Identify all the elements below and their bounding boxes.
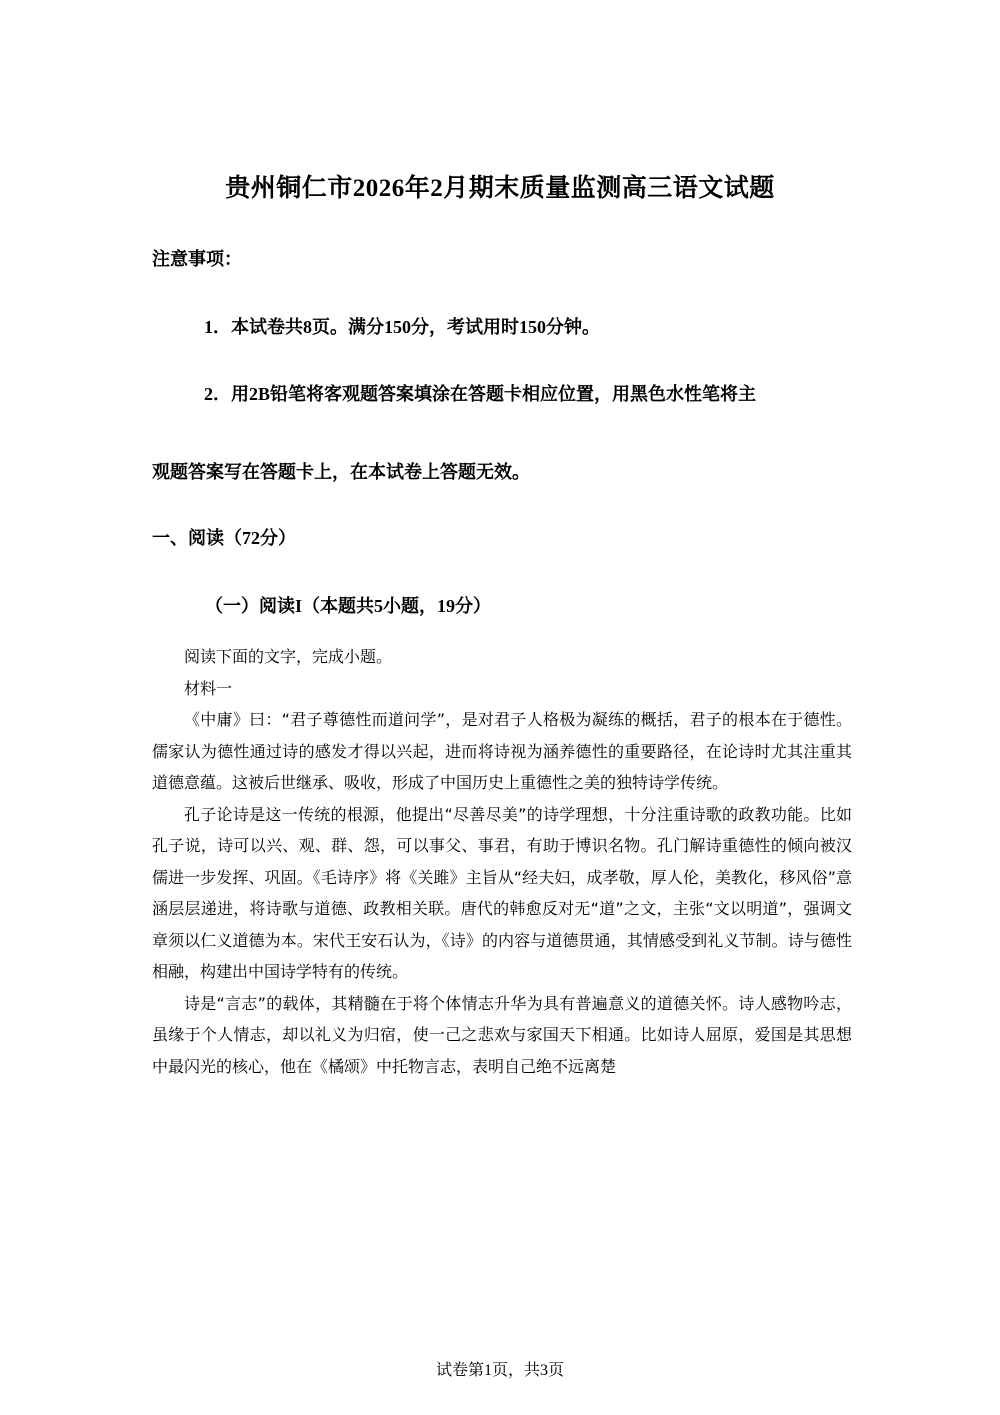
paragraph-2: 孔子论诗是这一传统的根源，他提出“尽善尽美”的诗学理想，十分注重诗歌的政教功能。比如孔子说，诗可以兴、观、群、怨，可以事父、事君，有助于博识名物。孔门解诗重德性的倾向被汉儒进一步发挥、巩固。《毛诗序》将《关雎》主旨从“经夫妇，成孝敬，厚人伦，美教化，移风俗”意涵层层递进，将诗歌与道德、政教相关联。唐代的韩愈反对无“道”之文，主张“文以明道”，强调文章须以仁义道德为本。宋代王安石认为，《诗》的内容与道德贯通，其情感受到礼义节制。诗与德性相融，构建出中国诗学特有的传统。 xyxy=(152,804,852,981)
notice-heading: 注意事项： xyxy=(152,249,242,269)
page-footer: 试卷第1页，共3页 xyxy=(435,1362,564,1379)
subsection-heading: （一）阅读I（本题共5小题，19分） xyxy=(205,596,492,616)
notice-item-1: 1．本试卷共8页。满分150分，考试用时150分钟。 xyxy=(204,317,600,337)
instruction-text: 阅读下面的文字，完成小题。 xyxy=(184,647,393,666)
section-heading: 一、阅读（72分） xyxy=(152,528,296,548)
notice-item-2-continued: 观题答案写在答题卡上，在本试卷上答题无效。 xyxy=(152,462,530,482)
notice-item-2: 2．用2B铅笔将客观题答案填涂在答题卡相应位置，用黑色水性笔将主 xyxy=(204,384,757,404)
paragraph-3: 诗是“言志”的载体，其精髓在于将个体情志升华为具有普遍意义的道德关怀。诗人感物吟志，虽缘于个人情志，却以礼义为归宿，使一己之悲欢与家国天下相通。比如诗人屈原，爱国是其思想中最闪光的核心，他在《橘颂》中托物言志，表明自己绝不远离楚 xyxy=(152,993,852,1076)
paragraph-1: 《中庸》曰：“君子尊德性而道问学”，是对君子人格极为凝练的概括，君子的根本在于德性。儒家认为德性通过诗的感发才得以兴起，进而将诗视为涵养德性的重要路径，在论诗时尤其注重其道德意蕴。这被后世继承、吸收，形成了中国历史上重德性之美的独特诗学传统。 xyxy=(152,710,852,792)
material-label: 材料一 xyxy=(184,678,233,698)
exam-title: 贵州铜仁市2026年2月期末质量监测高三语文试题 xyxy=(225,175,775,202)
reading-body xyxy=(152,641,852,1082)
